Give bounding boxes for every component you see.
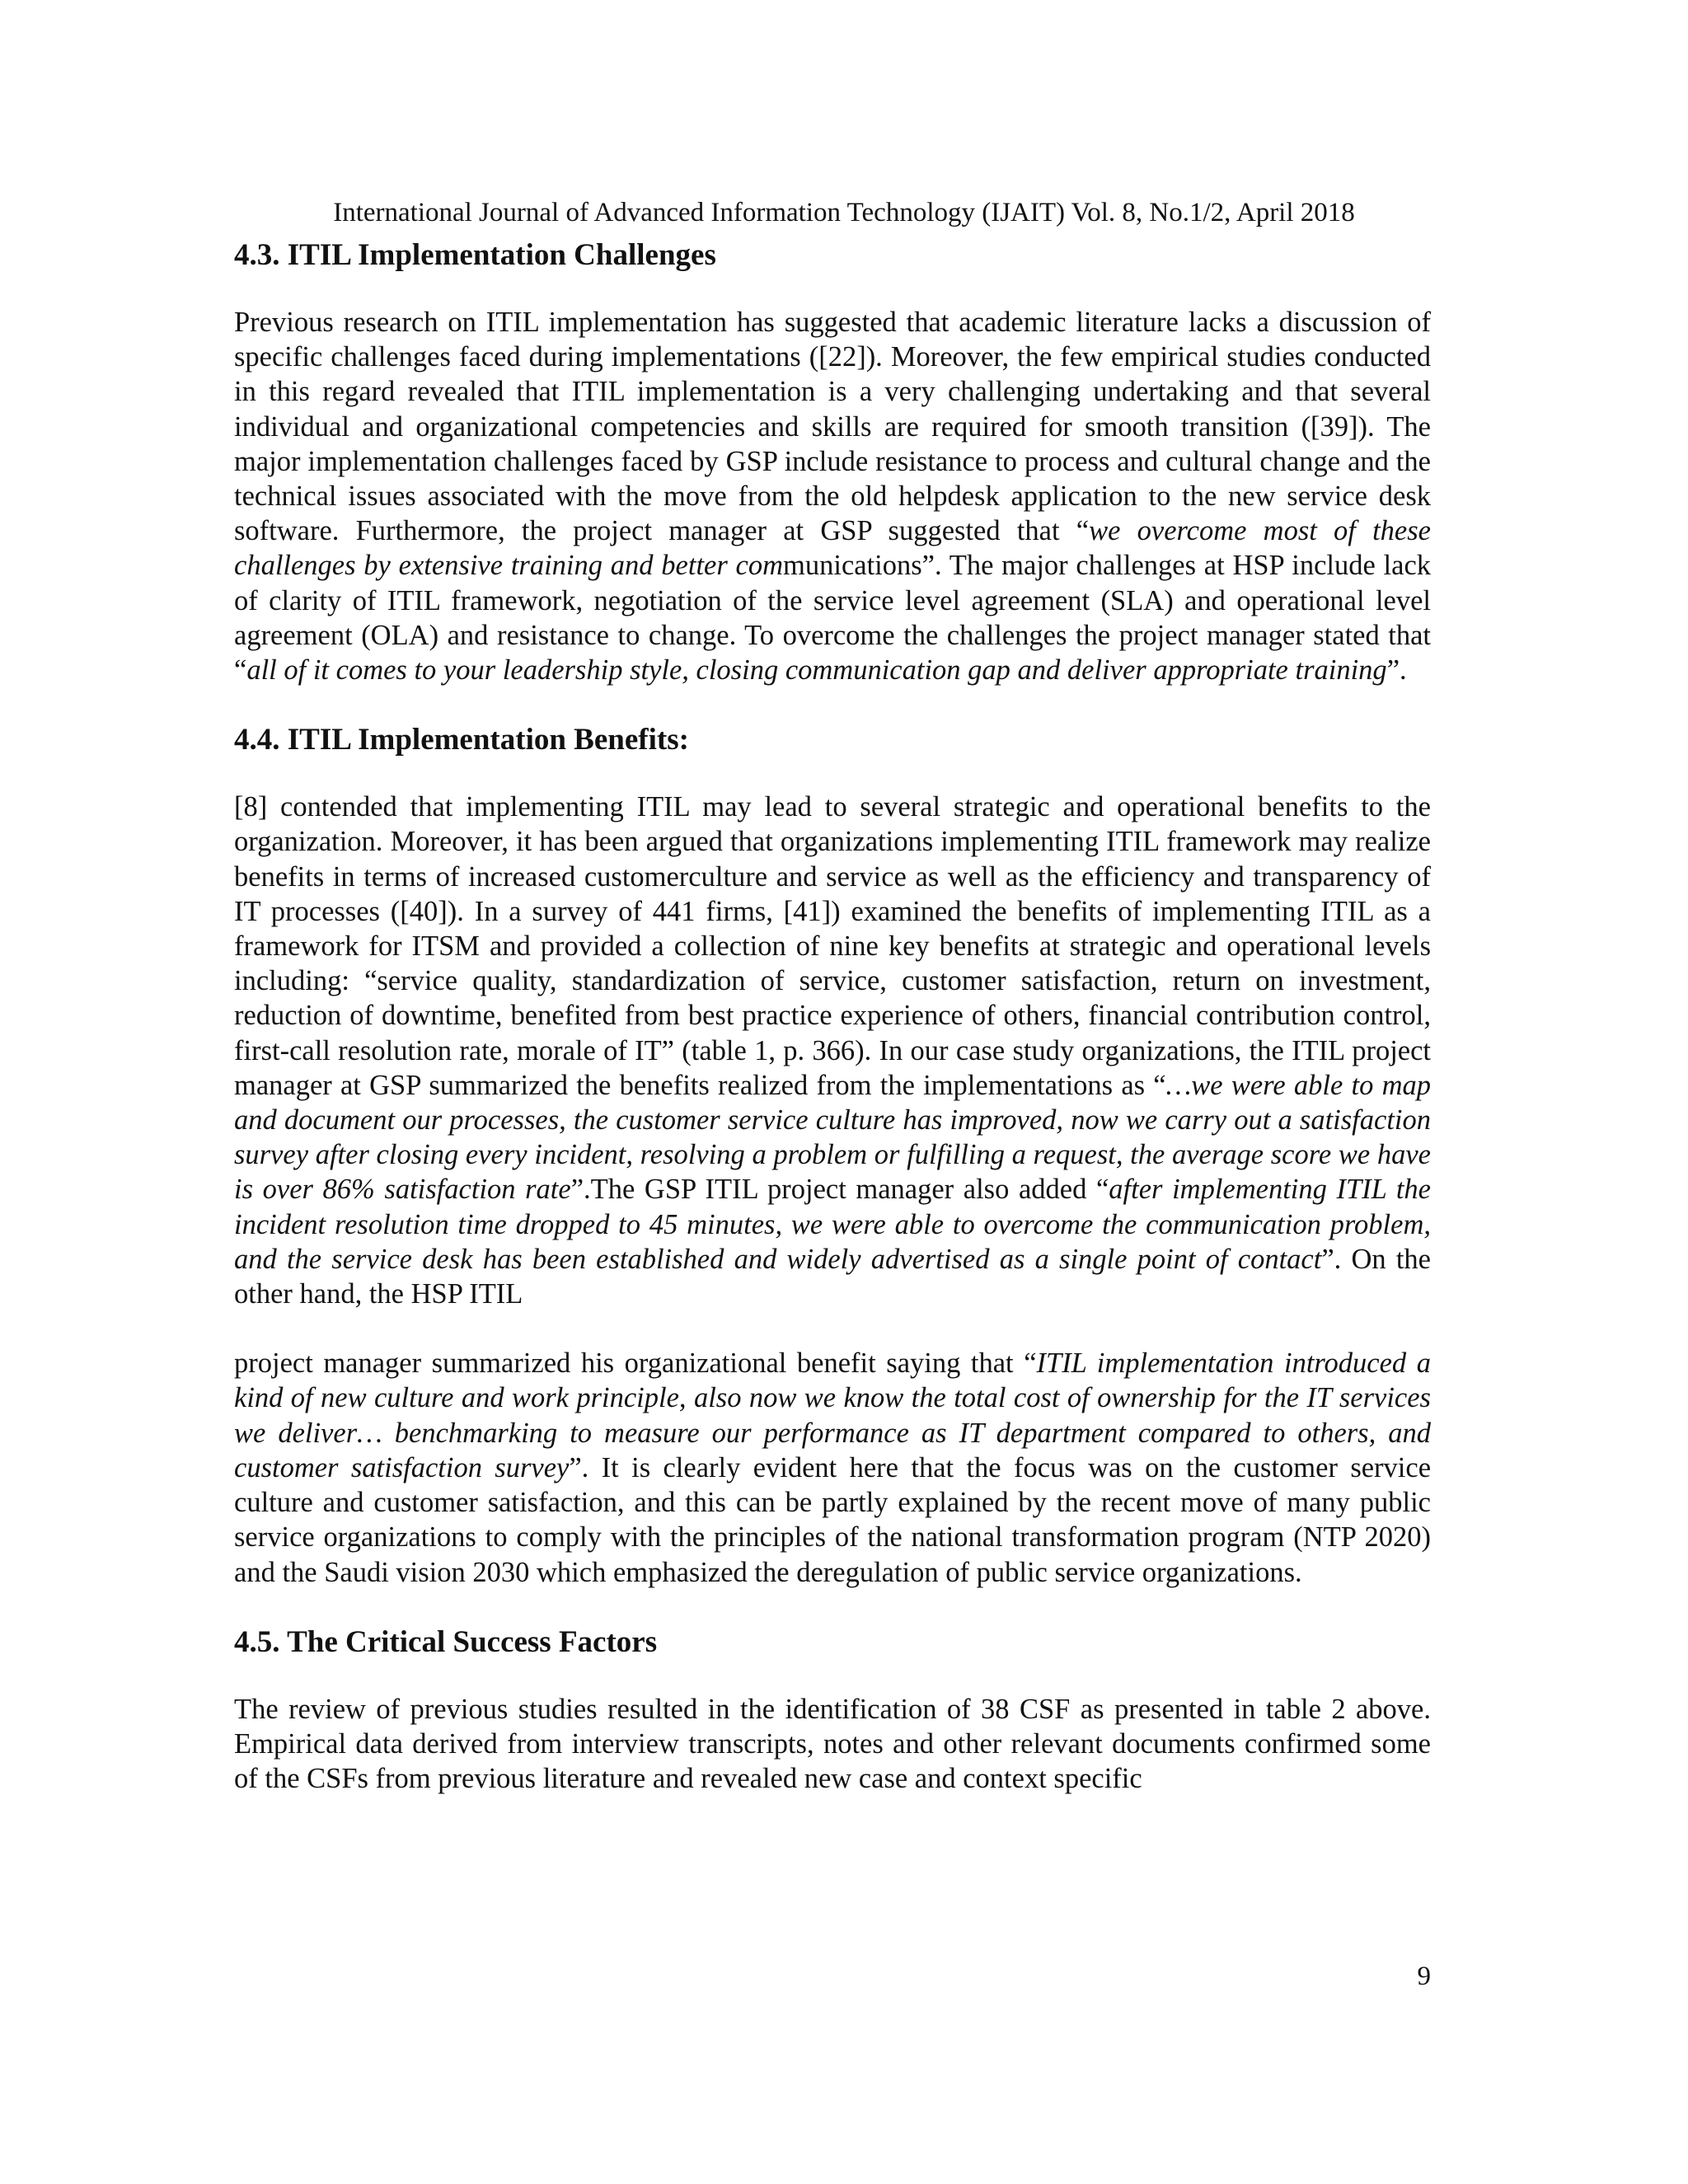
paragraph-text: Previous research on ITIL implementation has suggested that academic literature lacks a discussion of specific challenges faced during implementations ([22]). Moreover, the few empirical studies conducted in this regard revealed that ITIL implementation is a very challenging undertaking and that several individual and organizational competencies and skills are required for smooth transition ([39]). The major implementation challenges faced by GSP include resistance to process and cultural change and the technical issues associated with the move from the old helpdesk application to the new service desk software. Furthermore, the project manager at GSP suggested that “ [234, 307, 1431, 547]
article-body [234, 234, 1431, 1796]
paragraph-text: The review of previous studies resulted in the identification of 38 CSF as presented in table 2 above. Empirical data derived from interview transcripts, notes and other relevant documents confirmed some of the CSFs from previous literature and revealed new case and context specific [234, 1693, 1431, 1795]
paragraph-text: ”.The GSP ITIL project manager also added “ [570, 1174, 1109, 1206]
section-heading-4-3: 4.3. ITIL Implementation Challenges [234, 238, 716, 272]
quote-text: …we were able to map and document our processes, the customer service culture has improved, now we carry out a satisfaction survey after closing every incident, resolving a problem or fulfilling a request, the average score we have is over 86% satisfaction rate [234, 1069, 1431, 1206]
page-number: 9 [1417, 1961, 1431, 1991]
section-heading-4-4: 4.4. ITIL Implementation Benefits: [234, 723, 689, 757]
paragraph-text: ”. It is clearly evident here that the focus was on the customer service culture and customer satisfaction, and this can be partly explained by the recent move of many public service organizations to comply with the principles of the national transformation program (NTP 2020) and the Saudi vision 2030 which emphasized the deregulation of public service organizations. [234, 1451, 1432, 1588]
paragraph-text: project manager summarized his organizational benefit saying that “ [234, 1347, 1037, 1380]
running-header: International Journal of Advanced Information Technology (IJAIT) Vol. 8, No.1/2, April 2018 [333, 198, 1355, 227]
paragraph-text: ”. [1386, 654, 1407, 687]
paragraph-text: ”. On the other hand, the HSP ITIL [234, 1243, 1431, 1310]
paragraph-challenges [234, 305, 1431, 687]
quote-text: we overcome most of these challenges by extensive training and better com [234, 515, 1431, 582]
quote-text: after implementing ITIL the incident resolution time dropped to 45 minutes, we were able to overcome the communication problem, and the service desk has been established and widely advertised as a single point of contact [234, 1174, 1431, 1275]
paragraph-benefits [234, 790, 1431, 1311]
section-heading-4-5: 4.5. The Critical Success Factors [234, 1624, 658, 1659]
paragraph-text: munications”. The major challenges at HSP include lack of clarity of ITIL framework, negotiation of the service level agreement (SLA) and operational level agreement (OLA) and resistance to change. To overcome the challenges the project manager stated that “ [234, 550, 1432, 687]
paragraph-success-factors [234, 1692, 1431, 1797]
quote-text: ITIL implementation introduced a kind of new culture and work principle, also now we know the total cost of ownership for the IT services we deliver… benchmarking to measure our performance as IT department compared to others, and customer satisfaction survey [234, 1347, 1431, 1483]
paragraph-text: [8] contended that implementing ITIL may lead to several strategic and operational benefits to the organization. Moreover, it has been argued that organizations implementing ITIL framework may realize benefits in terms of increased customerculture and service as well as the efficiency and transparency of IT processes ([40]). In a survey of 441 firms, [41]) examined the benefits of implementing ITIL as a framework for ITSM and provided a collection of nine key benefits at strategic and operational levels including: “service quality, standardization of service, customer satisfaction, return on investment, reduction of downtime, benefited from best practice experience of others, financial contribution control, first-call resolution rate, morale of IT” (table 1, p. 366). In our case study organizations, the ITIL project manager at GSP summarized the benefits realized from the implementations as “ [234, 791, 1431, 1101]
paragraph-benefits-continued [234, 1346, 1431, 1589]
quote-text: all of it comes to your leadership style, closing communication gap and deliver appropriate training [246, 654, 1387, 687]
